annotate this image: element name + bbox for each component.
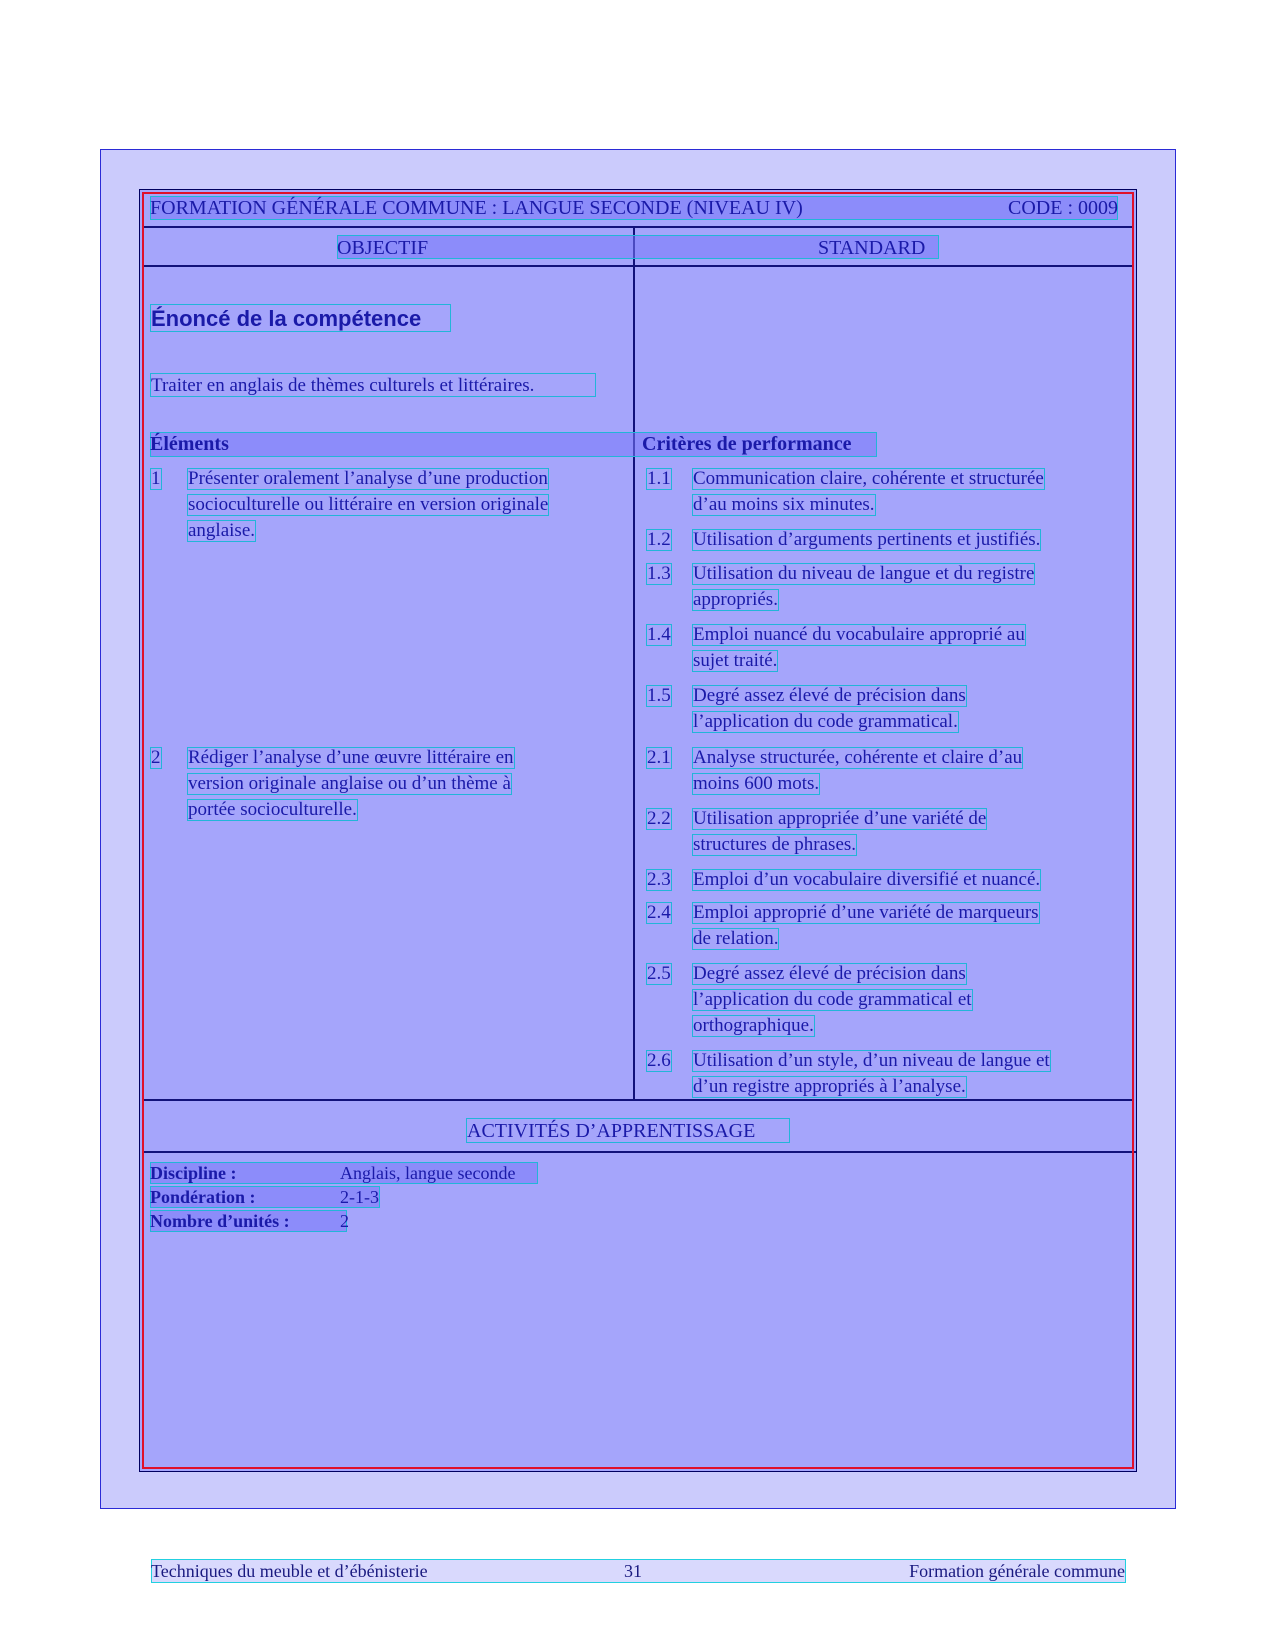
criterion-line-box — [692, 685, 967, 707]
footer-page-number: 31 — [624, 1561, 642, 1581]
element-number-box — [150, 747, 162, 769]
criterion-number-box — [646, 1050, 672, 1072]
element-number: 2 — [151, 747, 161, 768]
element-text: version originale anglaise ou d’un thème à — [188, 773, 511, 794]
element-text: Présenter oralement l’analyse d’une production — [188, 468, 548, 489]
criterion-number: 1.1 — [647, 468, 671, 489]
footer-left: Techniques du meuble et d’ébénisterie — [151, 1561, 428, 1581]
criterion-line-box — [692, 711, 959, 733]
criterion-number-box — [646, 808, 672, 830]
element-number: 1 — [151, 468, 161, 489]
criterion-number: 2.3 — [647, 869, 671, 890]
standard-header: STANDARD — [818, 237, 926, 259]
element-text: anglaise. — [188, 520, 256, 541]
criterion-number: 1.4 — [647, 624, 671, 645]
criterion-number: 2.1 — [647, 747, 671, 768]
unites-value: 2 — [340, 1211, 349, 1231]
criterion-number: 1.2 — [647, 529, 671, 550]
criterion-text: orthographique. — [693, 1015, 814, 1036]
element-line-box — [187, 747, 515, 769]
element-line-box — [187, 773, 512, 795]
criterion-number: 2.2 — [647, 808, 671, 829]
criterion-number-box — [646, 747, 672, 769]
criterion-number-box — [646, 963, 672, 985]
criterion-line-box — [692, 1015, 815, 1037]
criterion-number-box — [646, 563, 672, 585]
criterion-line-box — [692, 963, 967, 985]
criterion-number: 2.6 — [647, 1050, 671, 1071]
criterion-number-box — [646, 685, 672, 707]
criterion-line-box — [692, 494, 876, 516]
element-text: Rédiger l’analyse d’une œuvre littéraire en — [188, 747, 514, 768]
criterion-number: 1.3 — [647, 563, 671, 584]
criterion-text: l’application du code grammatical. — [693, 711, 958, 732]
criterion-text: Analyse structurée, cohérente et claire d’au — [693, 747, 1023, 768]
competence-heading: Énoncé de la compétence — [151, 306, 422, 331]
criterion-line-box — [692, 1076, 967, 1098]
criterion-text: d’un registre appropriés à l’analyse. — [693, 1076, 966, 1097]
criterion-text: Utilisation du niveau de langue et du registre — [693, 563, 1035, 584]
ponderation-label: Pondération : — [150, 1187, 256, 1207]
elements-heading: Éléments — [150, 433, 229, 455]
header-divider — [142, 226, 1134, 228]
criterion-line-box — [692, 529, 1041, 551]
criterion-number: 2.4 — [647, 902, 671, 923]
criterion-line-box — [692, 589, 779, 611]
criterion-text: Utilisation d’un style, d’un niveau de langue et — [693, 1050, 1050, 1071]
footer-right: Formation générale commune — [909, 1561, 1125, 1581]
criterion-line-box — [692, 468, 1045, 490]
criterion-text: de relation. — [693, 928, 779, 949]
criterion-text: Emploi nuancé du vocabulaire approprié au — [693, 624, 1025, 645]
criterion-text: sujet traité. — [693, 650, 778, 671]
column-separator — [633, 226, 635, 1099]
competence-text: Traiter en anglais de thèmes culturels et littéraires. — [151, 375, 535, 396]
criterion-line-box — [692, 624, 1026, 646]
criterion-text: Emploi d’un vocabulaire diversifié et nuancé. — [693, 869, 1041, 890]
unites-label: Nombre d’unités : — [150, 1211, 290, 1231]
form-title: FORMATION GÉNÉRALE COMMUNE : LANGUE SECONDE (NIVEAU IV) — [150, 197, 803, 219]
criterion-text: moins 600 mots. — [693, 773, 820, 794]
criterion-number-box — [646, 869, 672, 891]
criterion-line-box — [692, 747, 1023, 769]
criterion-line-box — [692, 1050, 1051, 1072]
criterion-line-box — [692, 902, 1040, 924]
criterion-number-box — [646, 902, 672, 924]
criterion-text: Communication claire, cohérente et structurée — [693, 468, 1044, 489]
activities-divider — [142, 1151, 1136, 1153]
criterion-line-box — [692, 808, 987, 830]
activities-heading-box — [466, 1118, 790, 1143]
objectif-header: OBJECTIF — [337, 237, 429, 259]
element-text: portée socioculturelle. — [188, 799, 357, 820]
competence-heading-box — [150, 304, 451, 332]
criteria-heading: Critères de performance — [642, 433, 852, 455]
criterion-line-box — [692, 869, 1041, 891]
discipline-label: Discipline : — [150, 1163, 237, 1183]
criterion-line-box — [692, 773, 820, 795]
competence-text-box — [150, 373, 596, 397]
criterion-number: 1.5 — [647, 685, 671, 706]
criterion-number-box — [646, 529, 672, 551]
criterion-text: Utilisation appropriée d’une variété de — [693, 808, 987, 829]
criterion-text: Degré assez élevé de précision dans — [693, 685, 966, 706]
body-bottom-divider — [142, 1099, 1134, 1101]
criterion-line-box — [692, 989, 973, 1011]
element-line-box — [187, 468, 549, 490]
criterion-line-box — [692, 563, 1035, 585]
criterion-text: Emploi approprié d’une variété de marqueurs — [693, 902, 1039, 923]
element-line-box — [187, 494, 549, 516]
element-text: socioculturelle ou littéraire en version originale — [188, 494, 549, 515]
criterion-line-box — [692, 928, 779, 950]
criterion-text: Utilisation d’arguments pertinents et justifiés. — [693, 529, 1041, 550]
criterion-number-box — [646, 468, 672, 490]
criterion-text: structures de phrases. — [693, 834, 857, 855]
ponderation-value: 2-1-3 — [340, 1187, 379, 1207]
criterion-text: l’application du code grammatical et — [693, 989, 972, 1010]
discipline-value: Anglais, langue seconde — [340, 1163, 516, 1183]
criterion-text: d’au moins six minutes. — [693, 494, 875, 515]
criterion-line-box — [692, 834, 857, 856]
criterion-line-box — [692, 650, 778, 672]
activities-heading: ACTIVITÉS D’APPRENTISSAGE — [467, 1120, 756, 1142]
criterion-text: appropriés. — [693, 589, 778, 610]
element-line-box — [187, 520, 256, 542]
element-line-box — [187, 799, 358, 821]
criterion-number: 2.5 — [647, 963, 671, 984]
form-code: CODE : 0009 — [1008, 197, 1118, 219]
criterion-number-box — [646, 624, 672, 646]
columns-divider — [142, 265, 1134, 267]
element-number-box — [150, 468, 162, 490]
criterion-text: Degré assez élevé de précision dans — [693, 963, 966, 984]
